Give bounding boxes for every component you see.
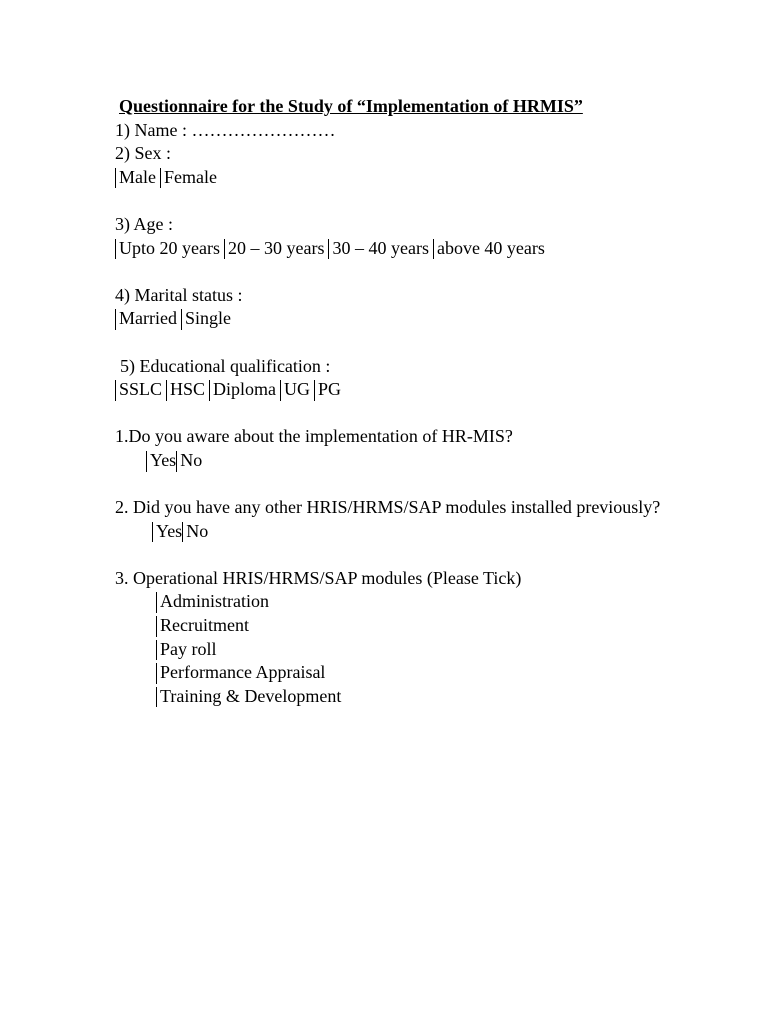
marital-option-single[interactable]: Single bbox=[181, 307, 231, 331]
checkbox[interactable] bbox=[182, 522, 183, 543]
checkbox[interactable] bbox=[152, 522, 153, 543]
sex-option-male[interactable]: Male bbox=[115, 166, 156, 190]
name-field bbox=[115, 119, 675, 143]
age-label: 3) Age : bbox=[115, 213, 173, 234]
checkbox[interactable] bbox=[224, 239, 225, 260]
document-title: Questionnaire for the Study of “Implementation of HRMIS” bbox=[119, 96, 583, 116]
spacer bbox=[115, 189, 675, 213]
age-options bbox=[115, 237, 675, 261]
q3-option-pay-roll[interactable]: Pay roll bbox=[115, 638, 675, 662]
name-label: 1) Name : bbox=[115, 119, 192, 140]
education-label: 5) Educational qualification : bbox=[120, 355, 331, 376]
age-option-above-40[interactable]: above 40 years bbox=[433, 237, 545, 261]
checkbox[interactable] bbox=[156, 592, 157, 613]
q1-option-yes[interactable]: Yes bbox=[146, 449, 176, 473]
marital-option-married[interactable]: Married bbox=[115, 307, 177, 331]
checkbox[interactable] bbox=[176, 451, 177, 472]
checkbox[interactable] bbox=[160, 168, 161, 189]
checkbox[interactable] bbox=[181, 309, 182, 330]
q3-option-recruitment[interactable]: Recruitment bbox=[115, 614, 675, 638]
checkbox[interactable] bbox=[156, 687, 157, 708]
sex-option-female[interactable]: Female bbox=[160, 166, 217, 190]
checkbox[interactable] bbox=[156, 640, 157, 661]
checkbox[interactable] bbox=[156, 663, 157, 684]
checkbox[interactable] bbox=[328, 239, 329, 260]
age-option-30-40[interactable]: 30 – 40 years bbox=[328, 237, 428, 261]
education-option-diploma[interactable]: Diploma bbox=[209, 378, 276, 402]
checkbox[interactable] bbox=[156, 616, 157, 637]
question-2-options bbox=[115, 520, 675, 544]
spacer bbox=[115, 402, 675, 426]
education-option-pg[interactable]: PG bbox=[314, 378, 341, 402]
name-blank[interactable]: …………………… bbox=[191, 119, 336, 140]
checkbox[interactable] bbox=[280, 380, 281, 401]
spacer bbox=[115, 260, 675, 284]
q3-option-performance-appraisal[interactable]: Performance Appraisal bbox=[115, 661, 675, 685]
spacer bbox=[115, 473, 675, 497]
education-option-hsc[interactable]: HSC bbox=[166, 378, 205, 402]
checkbox[interactable] bbox=[209, 380, 210, 401]
checkbox[interactable] bbox=[433, 239, 434, 260]
checkbox[interactable] bbox=[166, 380, 167, 401]
marital-label: 4) Marital status : bbox=[115, 284, 243, 305]
education-options bbox=[115, 378, 675, 402]
question-1-options bbox=[115, 449, 675, 473]
checkbox[interactable] bbox=[314, 380, 315, 401]
education-option-sslc[interactable]: SSLC bbox=[115, 378, 162, 402]
sex-label: 2) Sex : bbox=[115, 143, 171, 164]
marital-options bbox=[115, 307, 675, 331]
question-2-text: 2. Did you have any other HRIS/HRMS/SAP modules installed previously? bbox=[115, 497, 661, 518]
question-1-text: 1.Do you aware about the implementation of HR-MIS? bbox=[115, 426, 513, 447]
q2-option-yes[interactable]: Yes bbox=[152, 520, 182, 544]
q3-option-administration[interactable]: Administration bbox=[115, 590, 675, 614]
education-option-ug[interactable]: UG bbox=[280, 378, 310, 402]
age-option-upto-20[interactable]: Upto 20 years bbox=[115, 237, 220, 261]
sex-options bbox=[115, 166, 675, 190]
spacer bbox=[115, 331, 675, 355]
questionnaire bbox=[115, 95, 675, 708]
checkbox[interactable] bbox=[146, 451, 147, 472]
question-3-text: 3. Operational HRIS/HRMS/SAP modules (Please Tick) bbox=[115, 567, 522, 588]
spacer bbox=[115, 543, 675, 567]
checkbox[interactable] bbox=[115, 168, 116, 189]
q1-option-no[interactable]: No bbox=[176, 449, 202, 473]
checkbox[interactable] bbox=[115, 239, 116, 260]
checkbox[interactable] bbox=[115, 309, 116, 330]
q3-option-training-development[interactable]: Training & Development bbox=[115, 685, 675, 709]
q2-option-no[interactable]: No bbox=[182, 520, 208, 544]
age-option-20-30[interactable]: 20 – 30 years bbox=[224, 237, 324, 261]
checkbox[interactable] bbox=[115, 380, 116, 401]
